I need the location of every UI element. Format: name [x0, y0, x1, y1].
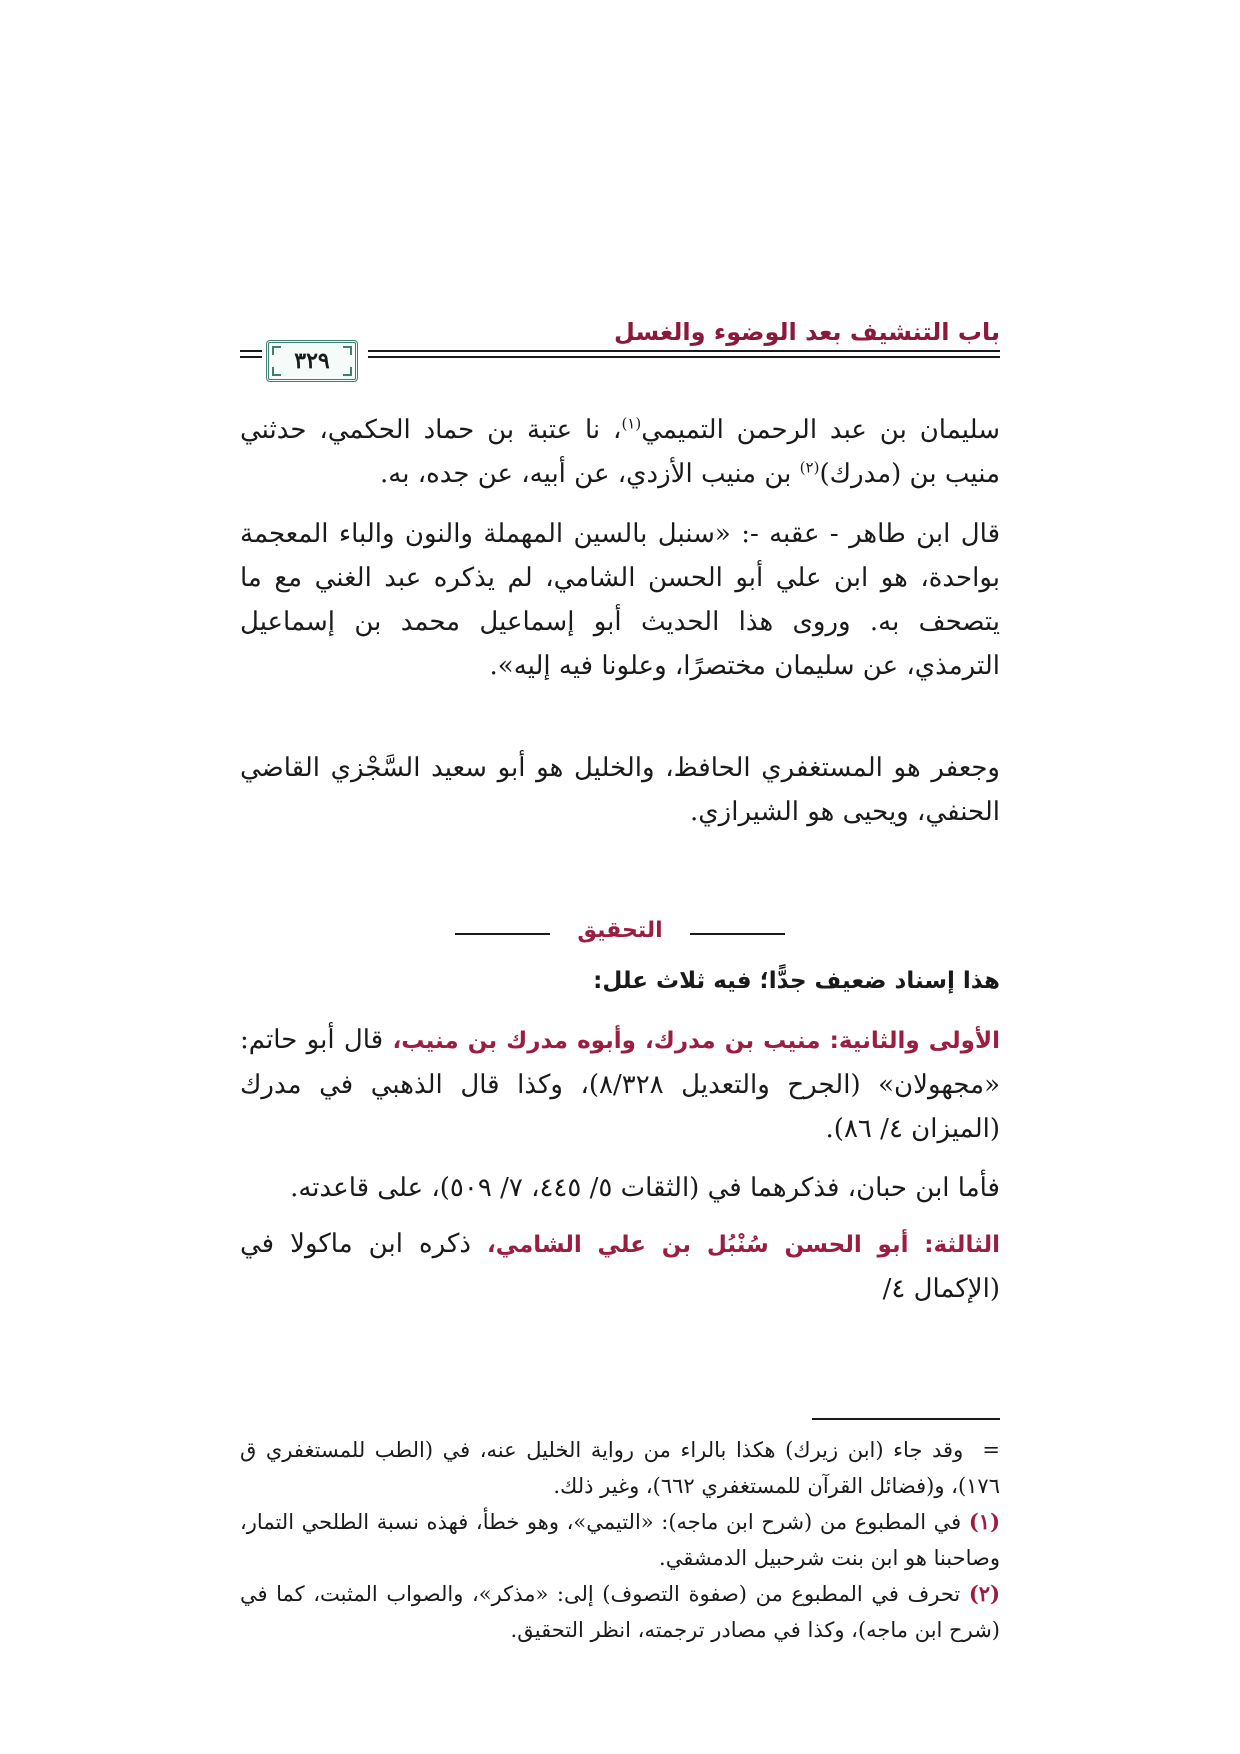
- footnote-text: تحرف في المطبوع من (صفوة التصوف) إلى: «مذكر»، والصواب المثبت، كما في (شرح ابن ماجه)، وكذا في مصادر ترجمته، انظر التحقيق.: [240, 1582, 1000, 1642]
- footnote-ref-2[interactable]: (٢): [799, 458, 820, 477]
- header-rule-left-top: [240, 350, 262, 352]
- page-number: ٣٢٩: [294, 348, 330, 374]
- paragraph-text: سليمان بن عبد الرحمن التميمي: [641, 415, 1000, 445]
- paragraph-text: قال أبو حاتم: «مجهولان» (الجرح والتعديل ٨/٣٢٨)، وكذا قال الذهبي في مدرك (الميزان ٤/ ٨٦).: [240, 1025, 1000, 1144]
- paragraph-ibn-hibban: فأما ابن حبان، فذكرهما في (الثقات ٥/ ٤٤٥، ٧/ ٥٠٩)، على قاعدته.: [290, 1173, 1000, 1203]
- section-title: التحقيق: [577, 918, 663, 943]
- verdict-text: هذا إسناد ضعيف جدًّا؛ فيه ثلاث علل:: [593, 968, 1000, 994]
- section-divider: [455, 918, 785, 948]
- header-rule-top: [368, 350, 1000, 352]
- page-number-frame: [266, 340, 358, 382]
- header-rule-bottom: [368, 356, 1000, 358]
- paragraph-text: ذكره ابن ماكولا في (الإكمال ٤/: [240, 1229, 1000, 1304]
- defect-heading: الأولى والثانية: منيب بن مدرك، وأبوه مدرك بن منيب،: [392, 1028, 1000, 1054]
- header-rule-left-bottom: [240, 356, 262, 358]
- paragraph-isnad: [240, 408, 1000, 496]
- footnote-separator: [812, 1418, 1000, 1420]
- footnote-text: في المطبوع من (شرح ابن ماجه): «التيمي»، وهو خطأ، فهذه نسبة الطلحي التمار، وصاحبنا هو ابن بنت شرحبيل الدمشقي.: [240, 1510, 1000, 1570]
- footnote-text: وقد جاء (ابن زيرك) هكذا بالراء من رواية الخليل عنه، في (الطب للمستغفري ق ١٧٦)، و(فضائل القرآن للمستغفري ٦٦٢)، وغير ذلك.: [240, 1438, 1000, 1498]
- footnote-ref-1[interactable]: (١): [621, 414, 642, 433]
- paragraph-verdict: [240, 958, 1000, 1003]
- paragraph-ibn-tahir: قال ابن طاهر - عقبه -: «سنبل بالسين المهملة والنون والباء المعجمة بواحدة، هو ابن علي أبو الحسن الشامي، لم يذكره عبد الغني مع ما يتصحف به. وروى هذا الحديث أبو إسماعيل محمد بن إسماعيل الترمذي، عن سليمان مختصرًا، وعلونا فيه إليه».: [240, 519, 1000, 681]
- paragraph-narrators: وجعفر هو المستغفري الحافظ، والخليل هو أبو سعيد السَّجْزي القاضي الحنفي، ويحيى هو الشيرازي.: [240, 753, 1000, 827]
- defect-heading: الثالثة: أبو الحسن سُنْبُل بن علي الشامي،: [486, 1232, 1000, 1258]
- chapter-title: باب التنشيف بعد الوضوء والغسل: [614, 318, 1000, 346]
- paragraph-text: ، نا عتبة بن حماد الحكمي، حدثني منيب بن (مدرك): [240, 415, 1000, 489]
- paragraph-text: بن منيب الأزدي، عن أبيه، عن جده، به.: [380, 459, 800, 489]
- footnote-number: (٢): [968, 1581, 1000, 1606]
- footnote-2: [240, 1576, 1000, 1648]
- paragraph-first-defect: [240, 1018, 1000, 1151]
- footnote-continued: [240, 1432, 1000, 1504]
- continuation-marker: =: [982, 1438, 1000, 1462]
- footnotes: [240, 1432, 1000, 1648]
- footnote-1: [240, 1504, 1000, 1576]
- paragraph-third-defect: [240, 1222, 1000, 1311]
- footnote-number: (١): [968, 1509, 1000, 1534]
